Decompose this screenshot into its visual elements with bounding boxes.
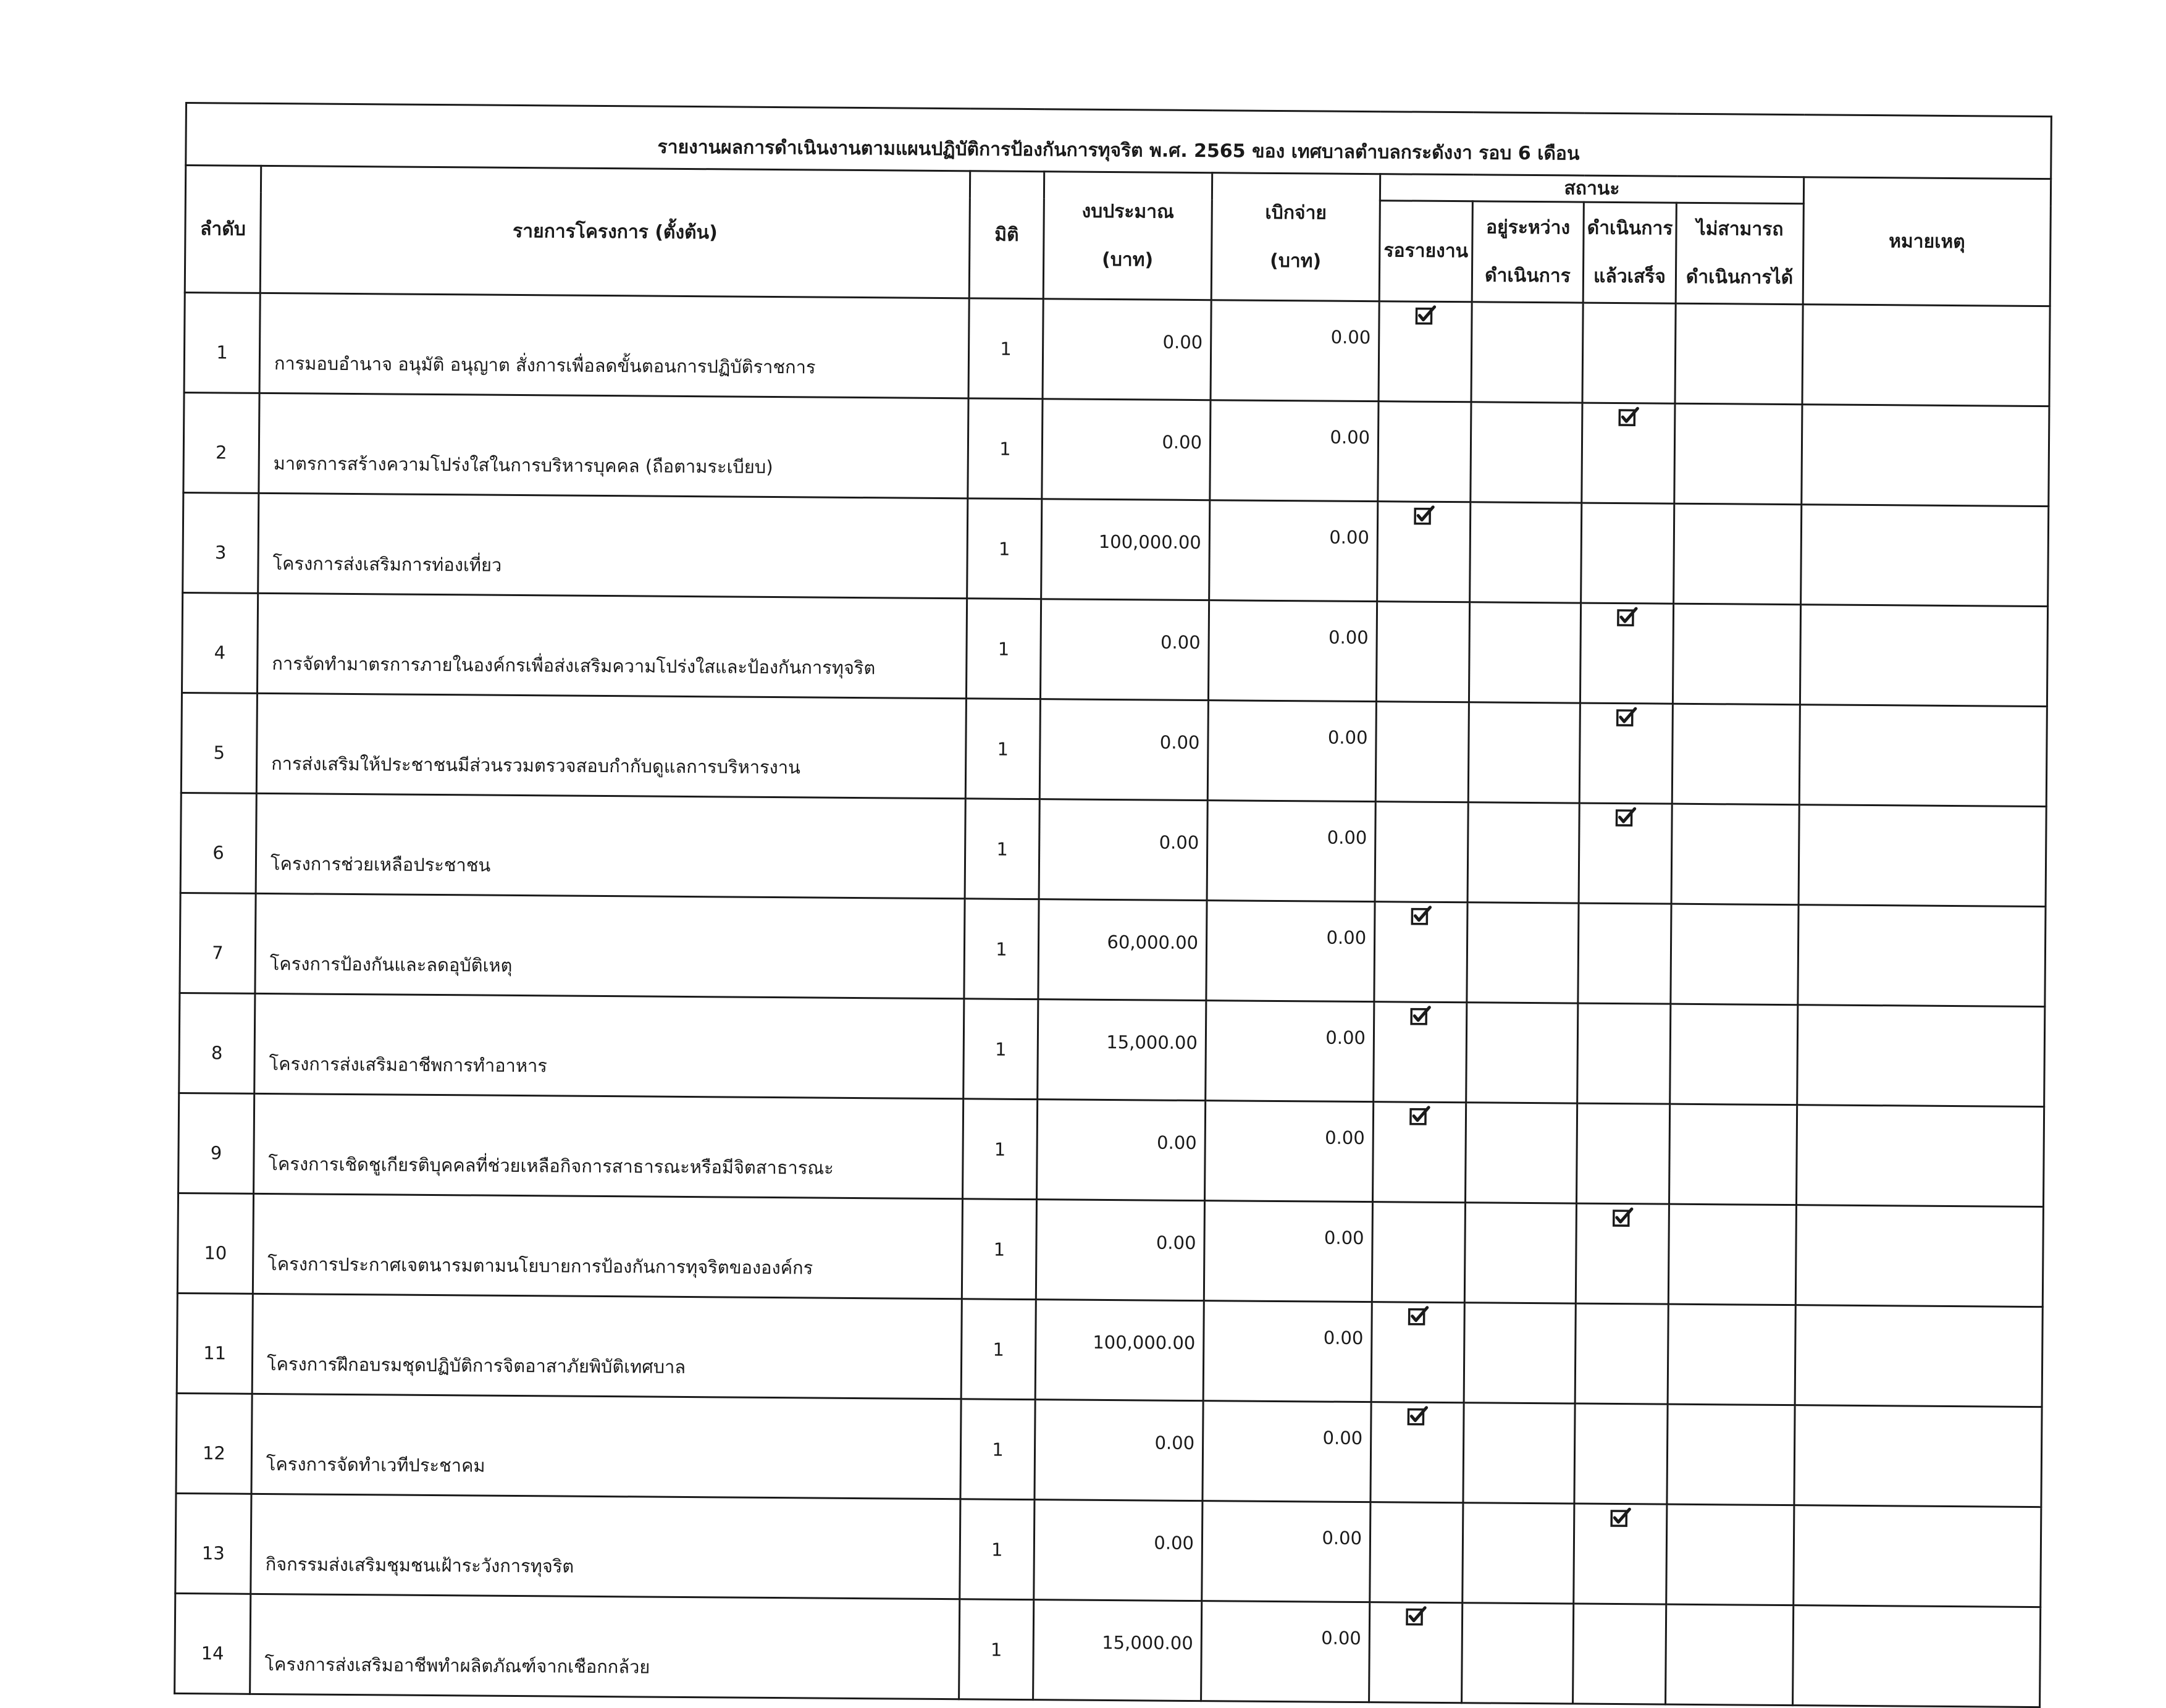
- status-cell-unable: [1675, 303, 1803, 405]
- table-row: [176, 1393, 2042, 1507]
- row-remark: [1794, 1505, 2041, 1607]
- row-dimension: 1: [959, 1599, 1034, 1700]
- status-cell-unable: [1666, 1604, 1794, 1706]
- status-cell-inprogress: [1464, 1303, 1576, 1403]
- row-dimension: 1: [964, 899, 1039, 999]
- status-cell-inprogress: [1466, 1003, 1578, 1103]
- status-cell-inprogress: [1465, 1103, 1577, 1203]
- project-name: การมอบอำนาจ อนุมัติ อนุญาต สั่งการเพื่อลดขั้นตอนการปฏิบัติราชการ: [259, 293, 969, 398]
- status-cell-waiting: [1371, 1402, 1464, 1503]
- header-status-unable: [1676, 203, 1803, 305]
- row-number: 12: [176, 1393, 252, 1494]
- status-cell-done: [1582, 403, 1675, 503]
- row-spent: 0.00: [1206, 1001, 1374, 1102]
- row-budget: 0.00: [1042, 399, 1211, 500]
- project-name: โครงการส่งเสริมอาชีพทำผลิตภัณฑ์จากเชือกกล้วย: [250, 1594, 960, 1699]
- status-cell-done: [1578, 903, 1671, 1004]
- row-number: 4: [182, 592, 258, 693]
- table-row: [182, 592, 2047, 706]
- status-cell-done: [1581, 503, 1674, 604]
- project-name: โครงการช่วยเหลือประชาชน: [256, 793, 965, 898]
- status-cell-waiting: [1375, 702, 1469, 802]
- status-cell-inprogress: [1463, 1503, 1574, 1604]
- status-cell-waiting: [1379, 301, 1472, 402]
- header-status: สถานะ: [1380, 174, 1803, 204]
- header-status-done-line1: ดำเนินการ: [1587, 217, 1673, 240]
- status-cell-waiting: [1376, 602, 1469, 702]
- row-number: 5: [181, 692, 257, 793]
- row-number: 3: [183, 492, 259, 593]
- status-cell-waiting: [1372, 1202, 1465, 1303]
- status-cell-unable: [1666, 1504, 1794, 1605]
- row-dimension: 1: [963, 1099, 1038, 1200]
- status-cell-done: [1574, 1403, 1668, 1504]
- row-dimension: 1: [967, 499, 1042, 599]
- header-status-inprogress: [1472, 201, 1584, 303]
- status-cell-unable: [1669, 1104, 1797, 1205]
- header-status-waiting: รอรายงาน: [1379, 201, 1472, 302]
- row-dimension: 1: [963, 999, 1038, 1100]
- status-cell-unable: [1667, 1404, 1795, 1505]
- row-number: 10: [177, 1193, 253, 1294]
- checked-box-icon: [1414, 505, 1435, 526]
- status-cell-inprogress: [1471, 402, 1582, 503]
- row-number: 9: [178, 1093, 254, 1193]
- header-status-unable-line1: ไม่สามารถ: [1696, 217, 1784, 240]
- checked-box-icon: [1407, 1406, 1428, 1427]
- row-dimension: 1: [960, 1399, 1035, 1500]
- row-number: 13: [175, 1493, 251, 1594]
- table-row: [177, 1293, 2042, 1407]
- status-cell-inprogress: [1468, 702, 1580, 803]
- status-cell-unable: [1670, 1004, 1798, 1105]
- status-cell-inprogress: [1463, 1403, 1575, 1504]
- row-spent: 0.00: [1207, 801, 1375, 902]
- table-row: [180, 793, 2046, 906]
- row-spent: 0.00: [1209, 500, 1378, 602]
- row-budget: 15,000.00: [1033, 1600, 1202, 1701]
- row-remark: [1795, 1205, 2043, 1307]
- status-cell-done: [1577, 1003, 1671, 1104]
- row-budget: 0.00: [1036, 1200, 1204, 1301]
- row-remark: [1802, 405, 2049, 507]
- row-number: 8: [179, 993, 255, 1093]
- row-spent: 0.00: [1203, 1301, 1372, 1402]
- project-name: โครงการส่งเสริมอาชีพการทำอาหาร: [254, 993, 964, 1098]
- project-name: การจัดทำมาตรการภายในองค์กรเพื่อส่งเสริมความโปร่งใสและป้องกันการทุจริต: [257, 593, 967, 698]
- row-spent: 0.00: [1203, 1401, 1371, 1502]
- status-cell-done: [1582, 303, 1676, 403]
- header-no: ลำดับ: [185, 166, 261, 293]
- project-name: โครงการเชิดชูเกียรติบุคคลที่ช่วยเหลือกิจการสาธารณะหรือมีจิตสาธารณะ: [254, 1093, 963, 1198]
- row-budget: 100,000.00: [1041, 499, 1210, 600]
- checked-box-icon: [1409, 1106, 1430, 1127]
- checked-box-icon: [1618, 406, 1639, 427]
- project-name: มาตรการสร้างความโปร่งใสในการบริหารบุคคล (ถือตามระเบียบ): [259, 393, 968, 498]
- status-cell-unable: [1674, 503, 1802, 605]
- row-remark: [1798, 905, 2046, 1007]
- row-spent: 0.00: [1201, 1601, 1370, 1702]
- status-cell-waiting: [1369, 1602, 1463, 1703]
- project-name: โครงการฝึกอบรมชุดปฏิบัติการจิตอาสาภัยพิบัติเทศบาล: [252, 1294, 962, 1399]
- table-row: [175, 1493, 2041, 1607]
- status-cell-unable: [1672, 704, 1800, 805]
- status-cell-waiting: [1377, 502, 1471, 602]
- row-spent: 0.00: [1208, 600, 1377, 702]
- status-cell-unable: [1668, 1204, 1796, 1305]
- status-cell-waiting: [1375, 802, 1468, 902]
- table-row: [179, 993, 2045, 1106]
- row-budget: 0.00: [1035, 1400, 1203, 1501]
- status-cell-done: [1579, 703, 1673, 804]
- row-number: 2: [183, 392, 259, 493]
- header-status-unable-line2: ดำเนินการได้: [1685, 266, 1794, 289]
- header-spent: [1211, 173, 1380, 301]
- row-remark: [1793, 1605, 2041, 1707]
- checked-box-icon: [1610, 1507, 1631, 1528]
- status-cell-done: [1575, 1303, 1668, 1404]
- table-row: [184, 293, 2050, 406]
- status-cell-waiting: [1374, 902, 1467, 1003]
- table-row: [175, 1593, 2041, 1707]
- header-project: รายการโครงการ (ตั้งต้น): [260, 166, 970, 298]
- row-remark: [1797, 1005, 2045, 1107]
- row-budget: 0.00: [1039, 799, 1207, 901]
- row-budget: 0.00: [1037, 1100, 1206, 1201]
- status-cell-inprogress: [1469, 602, 1580, 703]
- row-remark: [1802, 305, 2050, 406]
- status-cell-unable: [1671, 804, 1799, 905]
- table-row: [183, 392, 2049, 506]
- header-budget-line2: (บาท): [1101, 248, 1154, 271]
- status-cell-inprogress: [1470, 502, 1582, 603]
- row-number: 11: [177, 1293, 253, 1394]
- status-cell-done: [1580, 603, 1673, 704]
- status-cell-inprogress: [1471, 302, 1583, 403]
- header-spent-line2: (บาท): [1269, 250, 1322, 272]
- row-dimension: 1: [962, 1199, 1036, 1300]
- row-budget: 15,000.00: [1038, 999, 1206, 1101]
- checked-box-icon: [1612, 1207, 1633, 1228]
- status-cell-unable: [1668, 1304, 1795, 1405]
- header-dimension: มิติ: [969, 171, 1044, 299]
- table-row: [181, 692, 2047, 806]
- status-cell-done: [1573, 1604, 1666, 1704]
- row-remark: [1801, 505, 2049, 607]
- status-cell-done: [1576, 1203, 1669, 1304]
- project-name: โครงการประกาศเจตนารมตามนโยบายการป้องกันการทุจริตขององค์กร: [253, 1193, 962, 1298]
- status-cell-done: [1574, 1504, 1667, 1604]
- checked-box-icon: [1410, 1006, 1431, 1027]
- status-cell-inprogress: [1464, 1203, 1576, 1303]
- header-status-done: [1583, 202, 1676, 303]
- status-cell-unable: [1673, 604, 1800, 705]
- status-cell-waiting: [1374, 1002, 1467, 1103]
- project-name: การส่งเสริมให้ประชาชนมีส่วนรวมตรวจสอบกำกับดูแลการบริหารงาน: [256, 693, 966, 798]
- row-spent: 0.00: [1205, 1101, 1374, 1202]
- checked-box-icon: [1405, 1606, 1426, 1627]
- row-remark: [1795, 1305, 2042, 1407]
- status-cell-done: [1576, 1103, 1669, 1204]
- project-name: โครงการจัดทำเวทีประชาคม: [251, 1394, 961, 1499]
- row-spent: 0.00: [1211, 300, 1379, 402]
- row-dimension: 1: [965, 799, 1039, 899]
- row-remark: [1796, 1105, 2044, 1207]
- table-row: [178, 1093, 2044, 1206]
- row-budget: 60,000.00: [1038, 899, 1207, 1001]
- header-status-inprogress-line2: ดำเนินการ: [1484, 264, 1571, 287]
- project-name: โครงการส่งเสริมการท่องเที่ยว: [258, 493, 968, 598]
- header-status-done-line2: แล้วเสร็จ: [1593, 265, 1666, 288]
- project-name: กิจกรรมส่งเสริมชุมชนเฝ้าระวังการทุจริต: [251, 1494, 960, 1599]
- row-spent: 0.00: [1204, 1201, 1372, 1302]
- row-budget: 0.00: [1040, 599, 1209, 700]
- checked-box-icon: [1411, 906, 1432, 927]
- row-budget: 0.00: [1039, 699, 1208, 801]
- project-name: โครงการป้องกันและลดอุบัติเหตุ: [255, 893, 965, 998]
- checked-box-icon: [1616, 607, 1637, 628]
- row-remark: [1799, 705, 2047, 807]
- report-sheet: [174, 102, 2051, 1708]
- row-dimension: 1: [965, 699, 1040, 799]
- row-dimension: 1: [960, 1499, 1035, 1600]
- row-number: 14: [175, 1593, 251, 1694]
- row-budget: 100,000.00: [1035, 1300, 1204, 1401]
- row-remark: [1799, 805, 2046, 907]
- status-cell-inprogress: [1462, 1603, 1574, 1704]
- row-spent: 0.00: [1210, 400, 1379, 502]
- status-cell-waiting: [1378, 402, 1471, 502]
- status-cell-inprogress: [1467, 902, 1579, 1003]
- report-rows: [175, 293, 2051, 1707]
- row-budget: 0.00: [1034, 1500, 1203, 1601]
- header-remark: หมายเหตุ: [1803, 177, 2051, 306]
- status-cell-waiting: [1370, 1502, 1463, 1603]
- row-remark: [1800, 605, 2047, 707]
- report-title: รายงานผลการดำเนินงานตามแผนปฏิบัติการป้องกันการทุจริต พ.ศ. 2565 ของ เทศบาลตำบลกระดังงา รอบ 6 เดือน: [186, 103, 2052, 179]
- row-number: 1: [184, 293, 260, 393]
- status-cell-waiting: [1371, 1302, 1464, 1403]
- header-spent-line1: เบิกจ่าย: [1265, 201, 1327, 224]
- table-row: [177, 1193, 2043, 1306]
- row-number: 6: [180, 793, 256, 893]
- header-status-inprogress-line1: อยู่ระหว่าง: [1485, 216, 1571, 239]
- row-remark: [1794, 1405, 2042, 1507]
- row-dimension: 1: [968, 398, 1043, 499]
- row-spent: 0.00: [1202, 1501, 1371, 1602]
- row-spent: 0.00: [1206, 901, 1375, 1002]
- checked-box-icon: [1616, 707, 1637, 728]
- checked-box-icon: [1408, 1306, 1429, 1327]
- row-spent: 0.00: [1207, 700, 1376, 802]
- status-cell-done: [1579, 803, 1672, 904]
- table-row: [180, 893, 2046, 1006]
- table-row: [183, 492, 2049, 606]
- row-dimension: 1: [966, 599, 1041, 699]
- header-budget-line1: งบประมาณ: [1081, 200, 1175, 223]
- status-cell-unable: [1674, 403, 1802, 505]
- status-cell-inprogress: [1467, 802, 1579, 903]
- checked-box-icon: [1415, 305, 1436, 326]
- row-dimension: 1: [961, 1299, 1036, 1400]
- row-budget: 0.00: [1043, 299, 1211, 400]
- header-budget: [1043, 172, 1212, 300]
- status-cell-unable: [1671, 904, 1799, 1005]
- row-dimension: 1: [968, 298, 1043, 399]
- status-cell-waiting: [1372, 1102, 1466, 1203]
- row-number: 7: [180, 893, 256, 993]
- checked-box-icon: [1615, 807, 1636, 828]
- report-table: [174, 102, 2052, 1708]
